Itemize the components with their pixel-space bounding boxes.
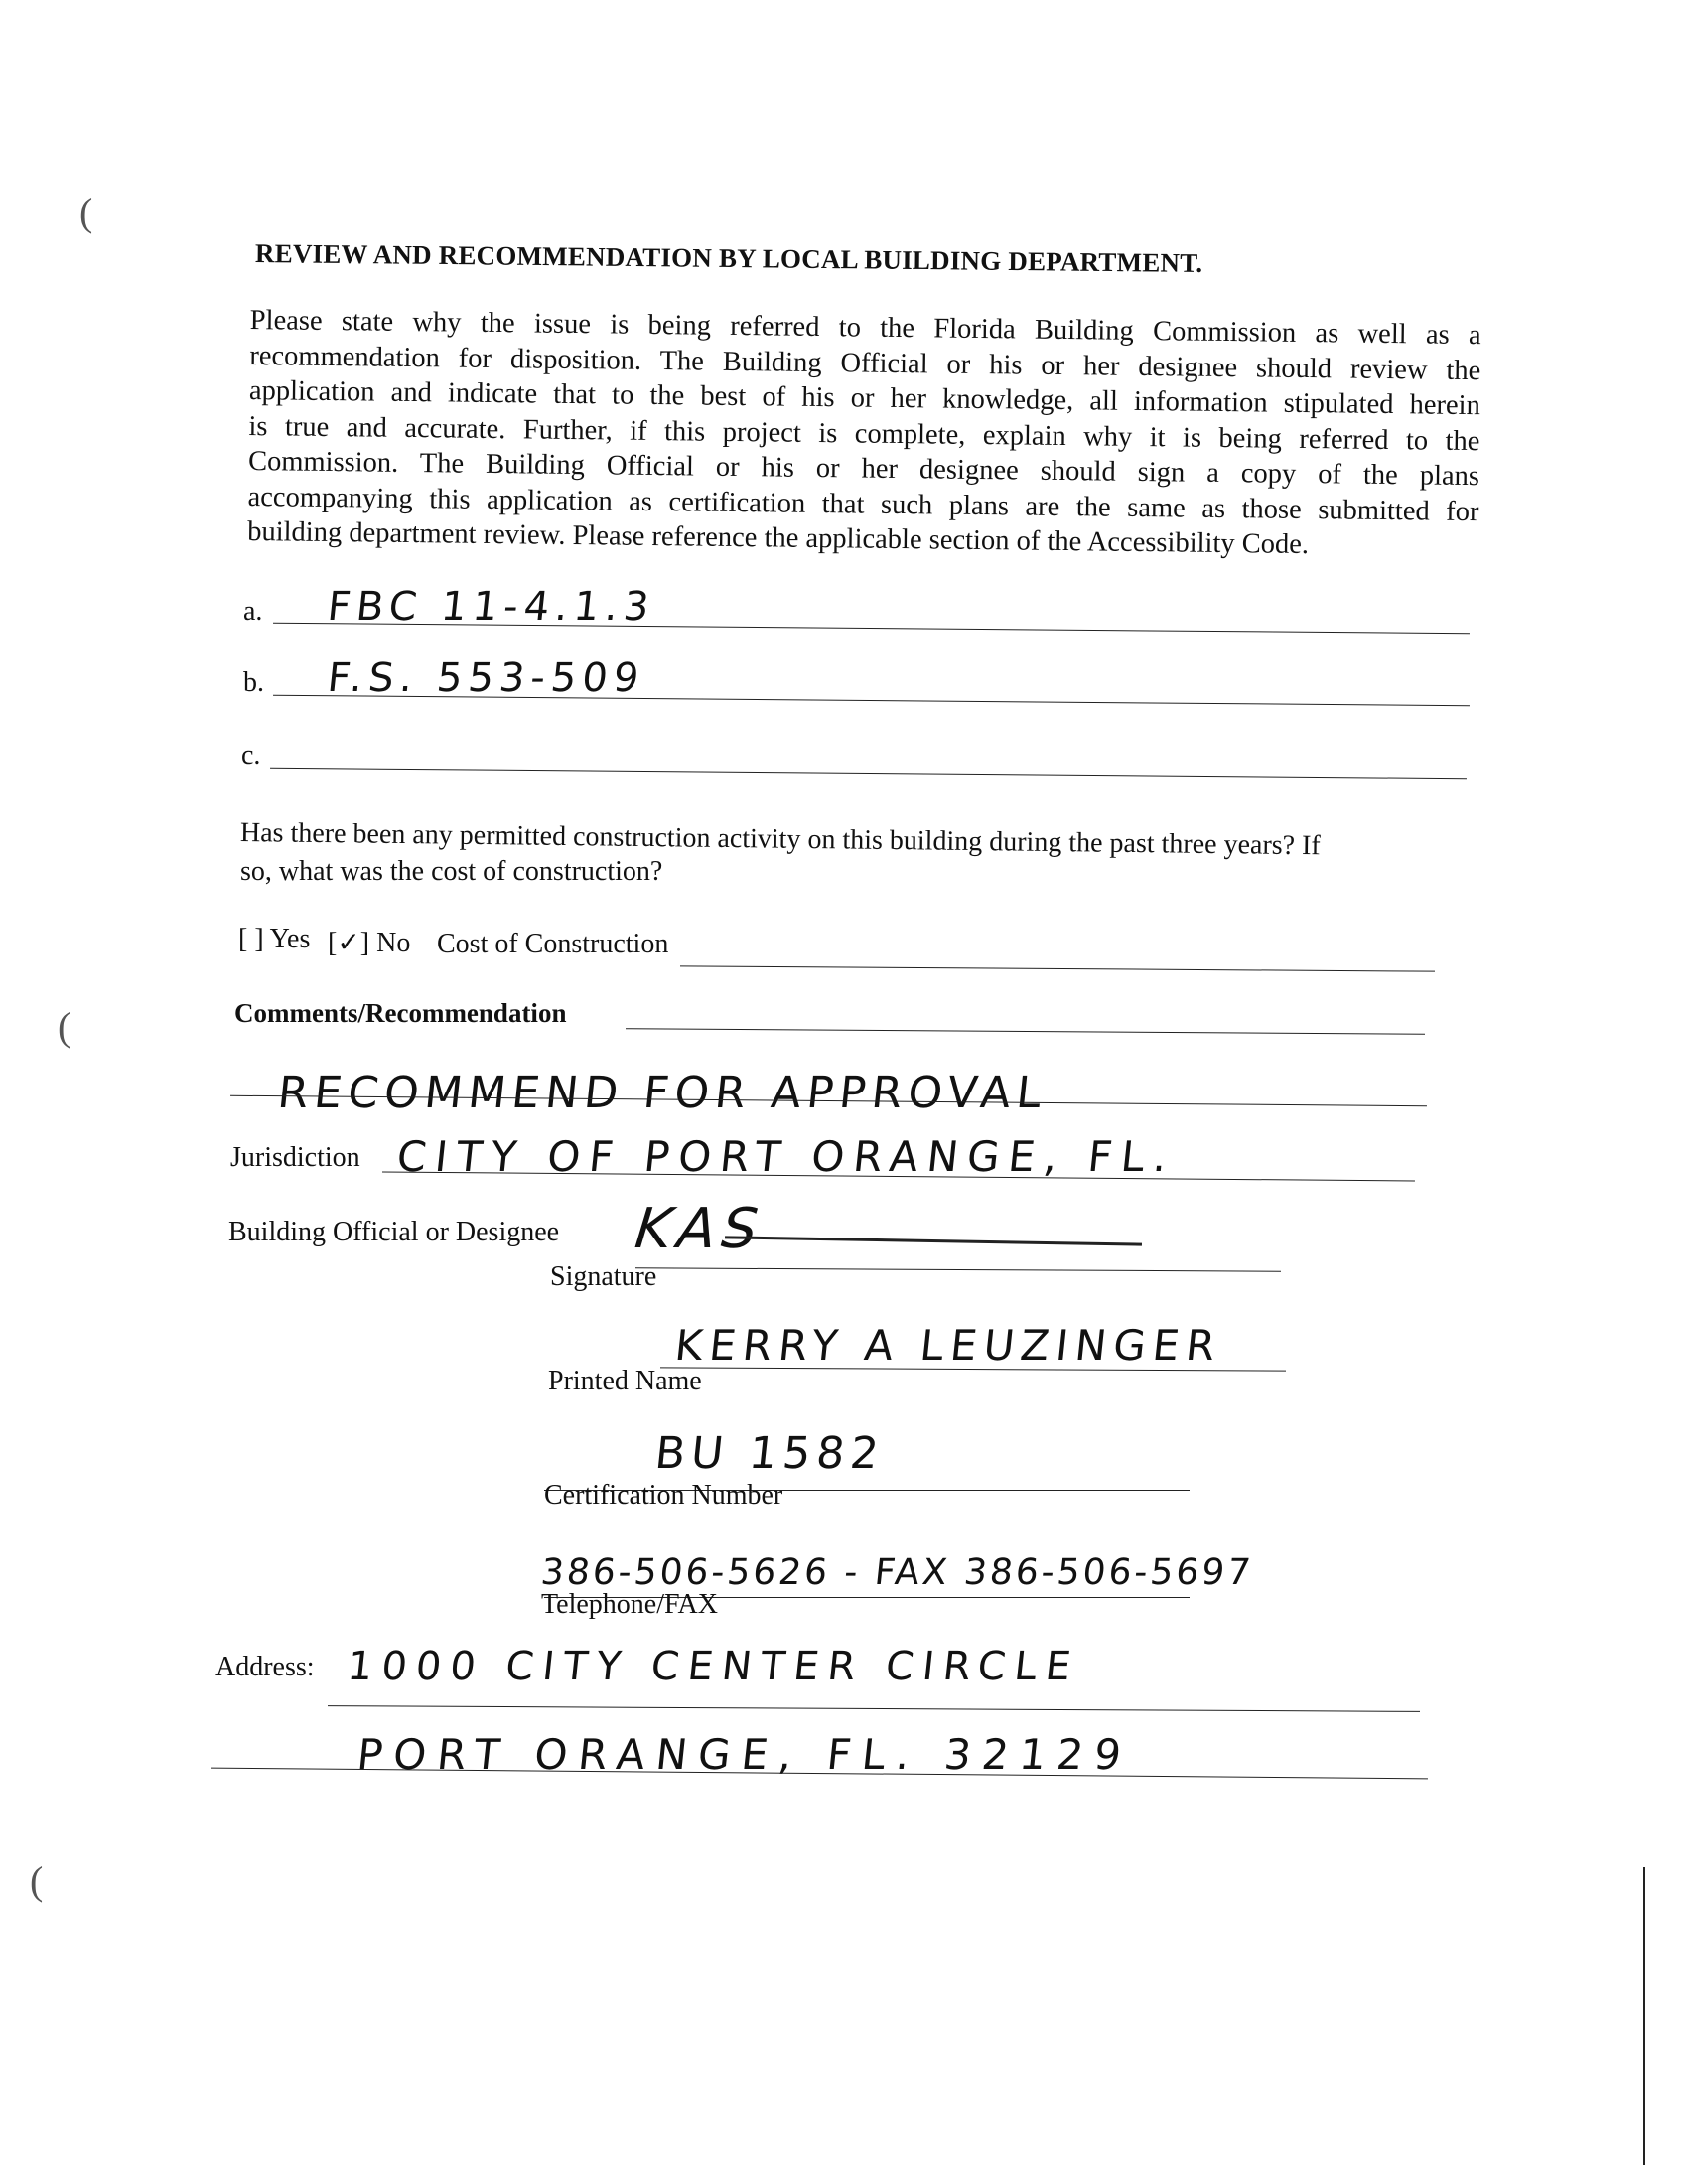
signature-flourish — [725, 1236, 1142, 1245]
address-line2-value[interactable]: PORT ORANGE, FL. 32129 — [354, 1730, 1135, 1779]
field-b-value[interactable]: F.S. 553-509 — [325, 655, 647, 701]
scan-edge-line — [1643, 1867, 1645, 2165]
instruction-line: building department review. Please reference the applicable section of the Accessibility Code. — [246, 515, 1310, 561]
cert-number-label: Certification Number — [544, 1480, 783, 1511]
cost-label: Cost of Construction — [437, 929, 669, 959]
yes-checkbox[interactable]: [ ] Yes — [238, 924, 311, 954]
form-title: REVIEW AND RECOMMENDATION BY LOCAL BUILDING DEPARTMENT. — [254, 238, 1203, 278]
official-label: Building Official or Designee — [228, 1217, 560, 1247]
construction-question-line1: Has there been any permitted construction activity on this building during the past three years? If — [239, 817, 1321, 862]
construction-question-line2: so, what was the cost of construction? — [240, 856, 663, 887]
no-checkbox[interactable]: [✓] No — [328, 928, 411, 958]
field-a-label: a. — [243, 596, 263, 627]
scan-mark: ( — [79, 190, 93, 234]
instruction-line: accompanying this application as certification that such plans are the same as those submitted for — [247, 481, 1479, 527]
printed-name-value[interactable]: KERRY A LEUZINGER — [672, 1321, 1225, 1370]
cost-line[interactable] — [680, 965, 1435, 971]
comments-label: Comments/Recommendation — [234, 998, 567, 1028]
field-c-line[interactable] — [270, 768, 1467, 780]
signature-label: Signature — [550, 1261, 657, 1292]
instructions-paragraph — [247, 303, 1481, 565]
instruction-line: application and indicate that to the best of his or her knowledge, all information stipulated herein — [248, 374, 1481, 422]
instruction-line: Please state why the issue is being referred to the Florida Building Commission as well as a — [249, 304, 1481, 352]
comments-line — [626, 1028, 1425, 1035]
phone-fax-label: Telephone/FAX — [541, 1589, 718, 1620]
address-line1-value[interactable]: 1000 CITY CENTER CIRCLE — [345, 1644, 1082, 1689]
jurisdiction-label: Jurisdiction — [230, 1142, 360, 1173]
comments-value[interactable]: RECOMMEND FOR APPROVAL — [275, 1068, 1050, 1118]
field-c-label: c. — [241, 740, 261, 771]
field-b-label: b. — [243, 667, 264, 698]
instruction-line: Commission. The Building Official or his or her designee should sign a copy of the plans — [247, 445, 1480, 493]
address-label: Address: — [215, 1652, 315, 1682]
scan-mark: ( — [58, 1004, 71, 1049]
address-line1 — [328, 1705, 1420, 1712]
printed-name-label: Printed Name — [548, 1366, 702, 1396]
signature-line — [635, 1267, 1281, 1271]
instruction-line: is true and accurate. Further, if this project is complete, explain why it is being referred to the — [248, 410, 1480, 457]
field-a-value[interactable]: FBC 11-4.1.3 — [325, 584, 657, 630]
jurisdiction-value[interactable]: CITY OF PORT ORANGE, FL. — [394, 1132, 1179, 1181]
phone-fax-value[interactable]: 386-506-5626 - FAX 386-506-5697 — [538, 1552, 1256, 1593]
signature-value[interactable]: KAS — [632, 1197, 767, 1261]
cert-number-value[interactable]: BU 1582 — [652, 1428, 888, 1479]
instruction-line: recommendation for disposition. The Building Official or his or her designee should review the — [249, 340, 1481, 386]
scan-mark: ( — [30, 1858, 44, 1903]
